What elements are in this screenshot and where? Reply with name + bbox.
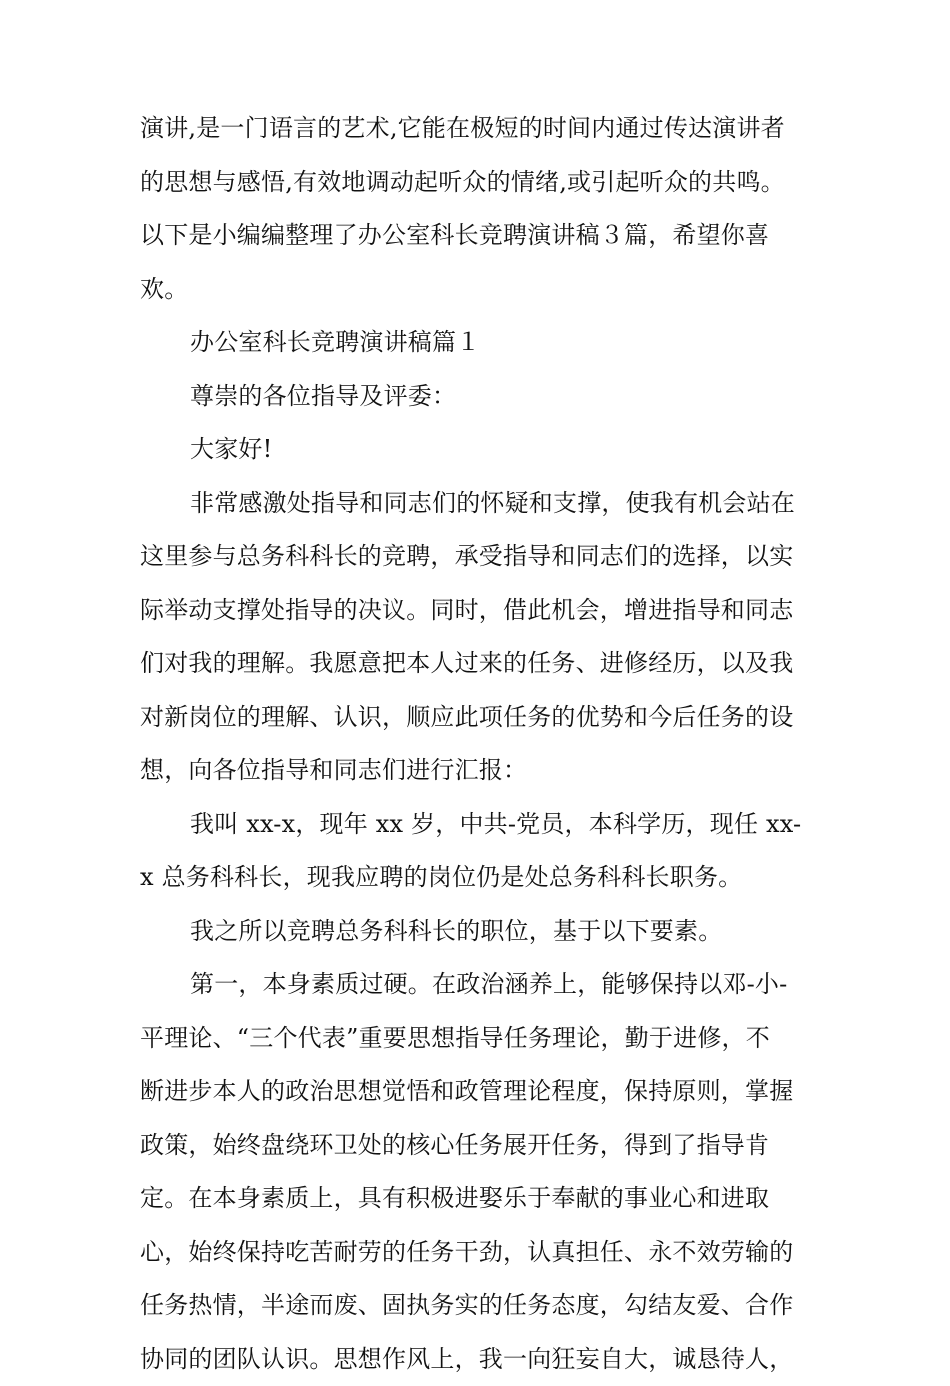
text-line: 们对我的理解。我愿意把本人过来的任务、进修经历，以及我 <box>140 637 812 691</box>
text-line: 的思想与感悟,有效地调动起听众的情绪,或引起听众的共鸣。 <box>140 156 812 210</box>
text-line: 欢。 <box>140 263 812 317</box>
text-line: 政策，始终盘绕环卫处的核心任务展开任务，得到了指导肯 <box>140 1119 812 1173</box>
text-line: 断进步本人的政治思想觉悟和政管理论程度，保持原则，掌握 <box>140 1065 812 1119</box>
greeting: 大家好! <box>140 423 812 477</box>
text-line: 协同的团队认识。思想作风上，我一向狂妄自大，诚恳待人， <box>140 1333 812 1386</box>
text-line: 对新岗位的理解、认识，顺应此项任务的优势和今后任务的设 <box>140 691 812 745</box>
text-line: 际举动支撑处指导的决议。同时，借此机会，增进指导和同志 <box>140 584 812 638</box>
text-line: 想，向各位指导和同志们进行汇报： <box>140 744 812 798</box>
document-page <box>140 102 812 1386</box>
text-line: 演讲,是一门语言的艺术,它能在极短的时间内通过传达演讲者 <box>140 102 812 156</box>
section-heading: 办公室科长竞聘演讲稿篇１ <box>140 316 812 370</box>
text-line: 非常感激处指导和同志们的怀疑和支撑，使我有机会站在 <box>140 477 812 531</box>
text-line: 任务热情，半途而废、固执务实的任务态度，勾结友爱、合作 <box>140 1279 812 1333</box>
text-line: 以下是小编编整理了办公室科长竞聘演讲稿３篇，希望你喜 <box>140 209 812 263</box>
text-line: 第一，本身素质过硬。在政治涵养上，能够保持以邓-小- <box>140 958 812 1012</box>
text-line: 心，始终保持吃苦耐劳的任务干劲，认真担任、永不效劳输的 <box>140 1226 812 1280</box>
text-line: 平理论、“三个代表”重要思想指导任务理论，勤于进修，不 <box>140 1012 812 1066</box>
salutation: 尊崇的各位指导及评委： <box>140 370 812 424</box>
text-line: 我叫 xx-x，现年 xx 岁，中共-党员，本科学历，现任 xx- <box>140 798 812 852</box>
text-line: 这里参与总务科科长的竞聘，承受指导和同志们的选择，以实 <box>140 530 812 584</box>
text-line: x 总务科科长，现我应聘的岗位仍是处总务科科长职务。 <box>140 851 812 905</box>
text-line: 定。在本身素质上，具有积极进娶乐于奉献的事业心和进取 <box>140 1172 812 1226</box>
text-line: 我之所以竞聘总务科科长的职位，基于以下要素。 <box>140 905 812 959</box>
